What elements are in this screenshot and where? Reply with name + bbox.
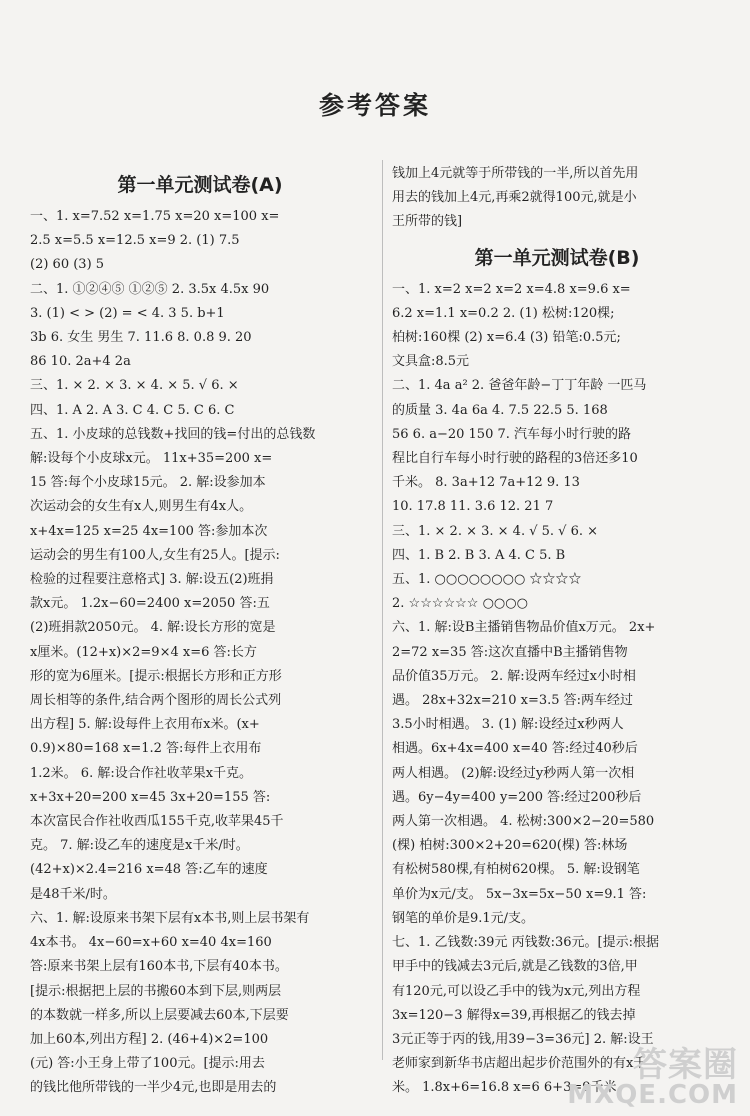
answer-line: 形的宽为6厘米。[提示:根据长方形和正方形 [30,668,282,684]
left-column [30,162,370,1101]
answer-line: 的本数就一样多,所以上层要减去60本,下层要 [30,1007,289,1023]
answer-line: 米。 1.8x+6=16.8 x=6 6+3=9千米 [392,1080,617,1096]
answer-line: 4x本书。 4x−60=x+60 x=40 4x=160 [30,935,272,951]
answer-line: 答:原来书架上层有160本书,下层有40本书。 [30,959,288,975]
column-divider [382,160,383,1060]
answer-line: 品价值35万元。 2. 解:设两车经过x小时相 [392,668,636,684]
answer-line: 款x元。 1.2x−60=2400 x=2050 答:五 [30,596,270,612]
answer-line: 次运动会的女生有x人,则男生有4x人。 [30,499,253,515]
answer-line: 解:设每个小皮球x元。 11x+35=200 x= [30,451,273,467]
answer-line: [提示:根据把上层的书搬60本到下层,则两层 [30,983,282,999]
answer-line: 钢笔的单价是9.1元/支。 [392,910,535,926]
answer-line: 六、1. 解:设原来书架下层有x本书,则上层书架有 [30,910,310,926]
answer-line: 运动会的男生有100人,女生有25人。[提示: [30,547,280,563]
watermark-logo [567,1045,738,1110]
answer-line: 周长相等的条件,结合两个图形的周长公式列 [30,693,282,709]
answer-line: 五、1. 小皮球的总钱数+找回的钱=付出的总钱数 [30,426,316,442]
answer-line: 柏树:160棵 (2) x=6.4 (3) 铅笔:0.5元; [392,330,621,346]
section-title-b: 第一单元测试卷(B) [474,246,640,269]
answer-line: 程比自行车每小时行驶的路程的3倍还多10 [392,451,638,467]
answer-line: 王所带的钱] [392,214,463,230]
answer-line: 单价为x元/支。 5x−3x=5x−50 x=9.1 答: [392,886,647,902]
answer-line: 二、1. 4a a² 2. 爸爸年龄−丁丁年龄 一匹马 [392,378,647,394]
answer-line: 三、1. × 2. × 3. × 4. √ 5. √ 6. × [392,523,599,539]
answer-line: 两人相遇。 (2)解:设经过y秒两人第一次相 [392,765,635,781]
answer-line: 3x=120−3 解得x=39,再根据乙的钱去掉 [392,1007,636,1023]
answer-line: 是48千米/时。 [30,886,116,902]
watermark-subtext: MXQE.COM [567,1080,738,1110]
answer-line: (2)班捐款2050元。 4. 解:设长方形的宽是 [30,620,276,636]
answer-line: 克。 7. 解:设乙车的速度是x千米/时。 [30,838,249,854]
answer-line: 相遇。6x+4x=400 x=40 答:经过40秒后 [392,741,638,757]
answer-line: x厘米。(12+x)×2=9×4 x=6 答:长方 [30,644,257,660]
answer-line: x+4x=125 x=25 4x=100 答:参加本次 [30,523,268,539]
answer-line: 检验的过程要注意格式] 3. 解:设五(2)班捐 [30,572,274,588]
page-title: 参考答案 [318,91,431,120]
answer-line: (棵) 柏树:300×2+20=620(棵) 答:林场 [392,838,628,854]
section-title-a: 第一单元测试卷(A) [117,174,283,196]
answer-line: 遇。6y−4y=400 y=200 答:经过200秒后 [392,789,642,805]
answer-line: 出方程] 5. 解:设每件上衣用布x米。(x+ [30,717,260,733]
answer-line: 三、1. × 2. × 3. × 4. × 5. √ 6. × [30,378,239,394]
answer-line: 2=72 x=35 答:这次直播中B主播销售物 [392,644,628,660]
answer-line: (2) 60 (3) 5 [30,257,105,273]
right-column [392,162,722,1101]
watermark-text: 答案圈 [633,1045,738,1085]
answer-line: 用去的钱加上4元,再乘2就得100元,就是小 [392,190,637,206]
left-answer-lines [30,205,370,1101]
answer-line: 2.5 x=5.5 x=12.5 x=9 2. (1) 7.5 [30,233,240,249]
right-continued-lines [392,162,722,235]
answer-line: 3b 6. 女生 男生 7. 11.6 8. 0.8 9. 20 [30,330,252,346]
answer-line: 15 答:每个小皮球15元。 2. 解:设参加本 [30,475,266,491]
answer-line: 千米。 8. 3a+12 7a+12 9. 13 [392,475,580,491]
answer-line: 3. (1) < > (2) = < 4. 3 5. b+1 [30,305,225,321]
answer-line: 文具盒:8.5元 [392,354,470,370]
answer-line: 一、1. x=7.52 x=1.75 x=20 x=100 x= [30,209,280,224]
answer-line: 遇。 28x+32x=210 x=3.5 答:两车经过 [392,693,634,709]
answer-line: 加上60本,列出方程] 2. (46+4)×2=100 [30,1031,269,1047]
answer-line: 钱加上4元就等于所带钱的一半,所以首先用 [392,166,639,181]
answer-line: 有松树580棵,有柏树620棵。 5. 解:设钢笔 [392,862,640,878]
answer-line: 四、1. A 2. A 3. C 4. C 5. C 6. C [30,402,235,418]
answer-line: 3.5小时相遇。 3. (1) 解:设经过x秒两人 [392,717,624,733]
answer-line: 的质量 3. 4a 6a 4. 7.5 22.5 5. 168 [392,402,608,418]
answer-line: 86 10. 2a+4 2a [30,354,131,370]
answer-line: 二、1. ①②④⑤ ①②⑤ 2. 3.5x 4.5x 90 [30,281,270,297]
answer-line: (42+x)×2.4=216 x=48 答:乙车的速度 [30,862,268,878]
answer-line: 1.2米。 6. 解:设合作社收苹果x千克。 [30,765,253,781]
answer-line: 甲手中的钱减去3元后,就是乙钱数的3倍,甲 [392,959,638,975]
answer-line: 有120元,可以设乙手中的钱为x元,列出方程 [392,983,641,999]
answer-line: 四、1. B 2. B 3. A 4. C 5. B [392,547,566,563]
answer-line: 10. 17.8 11. 3.6 12. 21 7 [392,499,554,515]
answer-line: 3元正等于丙的钱,用39−3=36元] 2. 解:设王 [392,1031,654,1047]
answer-line: 老师家到新华书店超出起步价范围外的有x千 [392,1056,647,1072]
answer-line: 两人第一次相遇。 4. 松树:300×2−20=580 [392,814,655,830]
answer-line: 的钱比他所带钱的一半少4元,也即是用去的 [30,1080,277,1096]
answer-line: 56 6. a−20 150 7. 汽车每小时行驶的路 [392,426,632,442]
answer-line: x+3x+20=200 x=45 3x+20=155 答: [30,789,271,805]
answer-line: 六、1. 解:设B主播销售物品价值x万元。 2x+ [392,620,656,636]
answer-line: 6.2 x=1.1 x=0.2 2. (1) 松树:120棵; [392,305,615,321]
answer-line: 0.9)×80=168 x=1.2 答:每件上衣用布 [30,741,262,757]
answer-line: 一、1. x=2 x=2 x=2 x=4.8 x=9.6 x= [392,281,631,297]
answer-line: (元) 答:小王身上带了100元。[提示:用去 [30,1056,265,1072]
right-answer-lines [392,278,722,1101]
answer-line: 本次富民合作社收西瓜155千克,收苹果45千 [30,814,284,830]
answer-line: 五、1. ○○○○○○○○ ☆☆☆☆ [392,572,582,588]
answer-line: 2. ☆☆☆☆☆☆ ○○○○ [392,596,528,612]
answer-line: 七、1. 乙钱数:39元 丙钱数:36元。[提示:根据 [392,935,659,951]
